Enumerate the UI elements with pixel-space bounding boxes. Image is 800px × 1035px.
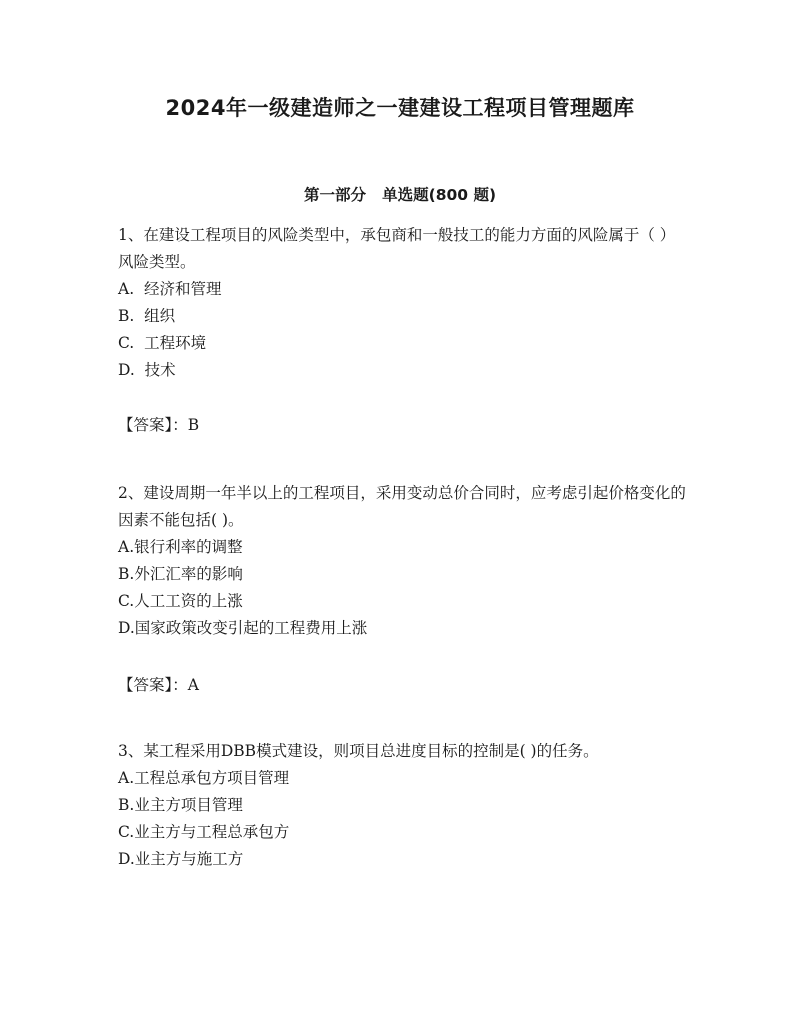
option-b: B.业主方项目管理: [118, 796, 243, 814]
question-2: [118, 480, 688, 642]
option-c: C.业主方与工程总承包方: [118, 823, 290, 841]
answer-1: [118, 412, 199, 439]
question-stem: 1、在建设工程项目的风险类型中，承包商和一般技工的能力方面的风险属于（ ）风险类型。: [118, 226, 676, 271]
option-d: D.国家政策改变引起的工程费用上涨: [118, 619, 368, 637]
answer-2: [118, 672, 199, 699]
option-d: D.业主方与施工方: [118, 850, 244, 868]
question-1: [118, 222, 688, 384]
option-b: B.外汇汇率的影响: [118, 565, 243, 583]
answer-label: 【答案】：: [118, 416, 188, 434]
option-a: A. 经济和管理: [118, 280, 222, 298]
answer-value: A: [187, 676, 199, 694]
option-a: A.工程总承包方项目管理: [118, 769, 290, 787]
document-title: 2024年一级建造师之一建建设工程项目管理题库: [165, 96, 635, 120]
option-c: C.人工工资的上涨: [118, 592, 243, 610]
question-3: [118, 738, 688, 873]
option-a: A.银行利率的调整: [118, 538, 243, 556]
option-c: C. 工程环境: [118, 334, 207, 352]
option-d: D. 技术: [118, 361, 176, 379]
section-title: 第一部分 单选题(800 题): [303, 186, 497, 204]
question-stem: 3、某工程采用DBB模式建设，则项目总进度目标的控制是( )的任务。: [118, 742, 599, 760]
option-b: B. 组织: [118, 307, 176, 325]
answer-value: B: [187, 416, 200, 434]
question-stem: 2、建设周期一年半以上的工程项目，采用变动总价合同时，应考虑引起价格变化的因素不能包括( )。: [118, 484, 686, 529]
answer-label: 【答案】：: [118, 676, 188, 694]
